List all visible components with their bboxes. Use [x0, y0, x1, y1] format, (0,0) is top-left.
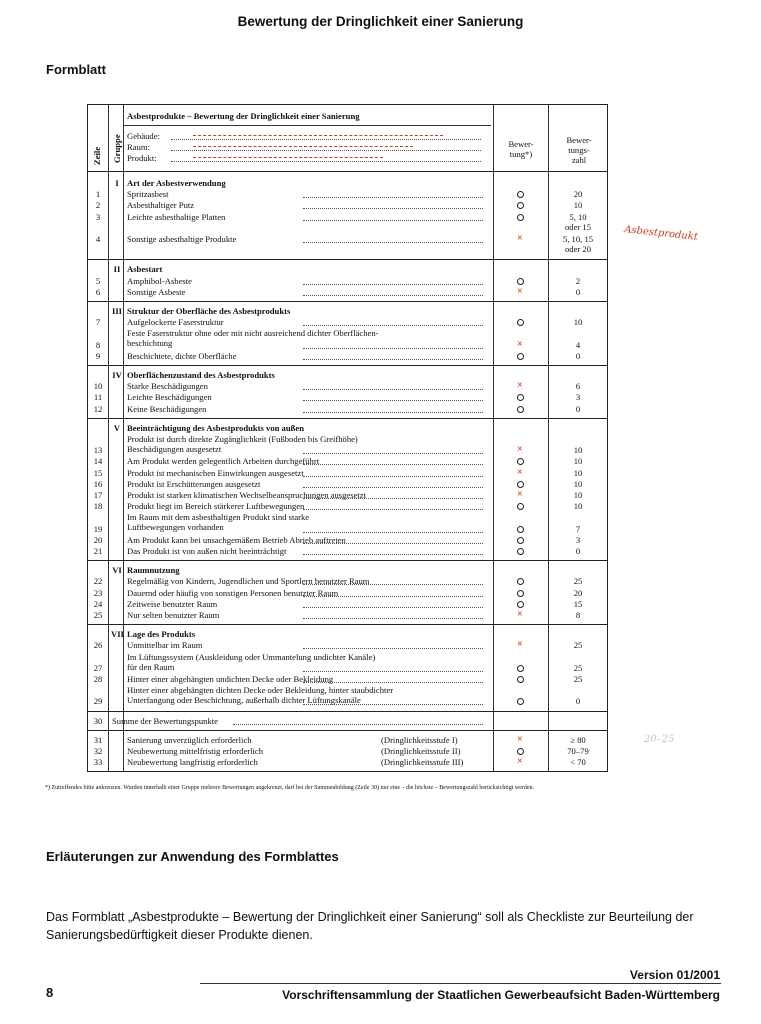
- row-score: 10: [573, 200, 583, 211]
- row-leader: [303, 607, 483, 608]
- row-leader: [303, 197, 483, 198]
- row-criterion: Keine Beschädigungen: [127, 403, 207, 414]
- checked-mark-icon: ×: [517, 489, 523, 500]
- assessment-form-table: [87, 104, 608, 772]
- row-number: 23: [93, 587, 103, 598]
- row-criterion: Im Lüftungssystem (Auskleidung oder Ummantelung undichter Kanäle) für den Raum: [127, 651, 376, 672]
- row-score: 0: [575, 546, 581, 556]
- row-score: 10: [573, 501, 583, 512]
- group-title: Asbestart: [127, 264, 163, 275]
- row-criterion: Produkt ist mechanischen Einwirkungen ausgesetzt: [127, 467, 304, 478]
- row-criterion: Spritzasbest: [127, 189, 169, 200]
- table-column-divider: [548, 105, 549, 771]
- row-criterion: Aufgelockerte Faserstruktur: [127, 317, 224, 328]
- row-number: 19: [93, 523, 103, 534]
- row-score: 5, 10 oder 15: [564, 211, 591, 232]
- row-score: 3: [575, 392, 581, 403]
- column-header-bewertungszahl: Bewer- tungs- zahl: [566, 135, 592, 165]
- row-criterion: Nur selten benutzter Raum: [127, 610, 220, 620]
- row-criterion: Produkt ist Erschütterungen ausgesetzt: [127, 478, 261, 489]
- empty-circle-icon: [517, 676, 524, 683]
- group-divider: [88, 365, 607, 366]
- row-criterion: Beschichtete, dichte Oberfläche: [127, 350, 237, 361]
- row-leader: [303, 476, 483, 477]
- group-divider: [88, 711, 607, 712]
- result-level: (Dringlichkeitsstufe II): [381, 745, 461, 756]
- row-score: 25: [573, 640, 583, 651]
- row-score: 6: [575, 381, 581, 392]
- row-score: 25: [573, 576, 583, 587]
- handwritten-entry: [193, 135, 443, 136]
- sum-row-label: Summe der Bewertungspunkte: [112, 715, 218, 726]
- row-leader: [303, 554, 483, 555]
- handwritten-entry: [193, 146, 413, 147]
- row-number: 18: [93, 501, 103, 512]
- empty-circle-icon: [517, 548, 524, 555]
- row-leader: [303, 464, 483, 465]
- field-leader: [171, 161, 481, 162]
- footer-rule: [200, 983, 721, 984]
- row-number: 13: [93, 445, 103, 456]
- empty-circle-icon: [517, 319, 524, 326]
- row-leader: [303, 648, 483, 649]
- row-leader: [303, 543, 483, 544]
- form-field-label: Gebäude:: [127, 131, 160, 141]
- empty-circle-icon: [517, 458, 524, 465]
- result-label: Neubewertung mittelfristig erforderlich: [127, 745, 264, 756]
- row-leader: [303, 284, 483, 285]
- empty-circle-icon: [517, 665, 524, 672]
- checked-mark-icon: ×: [517, 444, 523, 456]
- row-criterion: Sonstige asbesthaltige Produkte: [127, 234, 237, 244]
- row-number: 7: [95, 317, 101, 328]
- row-number: 4: [95, 234, 101, 244]
- row-number: 21: [93, 546, 103, 556]
- row-number: 17: [93, 490, 103, 500]
- empty-circle-icon: [517, 214, 524, 221]
- row-leader: [303, 208, 483, 209]
- row-score: 10: [573, 445, 583, 456]
- row-criterion: Starke Beschädigungen: [127, 381, 208, 392]
- row-number: 27: [93, 662, 103, 673]
- form-field-label: Raum:: [127, 142, 150, 152]
- checked-mark-icon: ×: [517, 233, 523, 244]
- checked-mark-icon: ×: [517, 639, 523, 651]
- row-criterion: Produkt ist starken klimatischen Wechselbeanspruchungen ausgesetzt: [127, 490, 366, 500]
- row-score: 4: [575, 339, 581, 350]
- row-score: 5, 10, 15 oder 20: [562, 234, 594, 254]
- row-number: 26: [93, 640, 103, 651]
- empty-circle-icon: [517, 481, 524, 488]
- row-criterion: Zeitweise benutzter Raum: [127, 598, 218, 609]
- row-criterion: Sonstige Asbeste: [127, 286, 186, 297]
- row-number: 8: [95, 339, 101, 350]
- form-footnote: *) Zutreffendes bitte ankreuzen. Wurden innerhalb einer Gruppe mehrere Bewertungen angekreuzt, darf bei der Summenbildung (Zeile 30) nur eine – die höchste – Bewertungszahl berücksichtigt werden.: [45, 785, 535, 791]
- page-title: Bewertung der Dringlichkeit einer Sanierung: [237, 14, 524, 29]
- row-criterion: Am Produkt kann bei unsachgemäßem Betrieb Abrieb auftreten: [127, 534, 346, 545]
- table-column-divider: [123, 105, 124, 771]
- empty-circle-icon: [517, 278, 524, 285]
- result-label: Neubewertung langfristig erforderlich: [127, 756, 258, 767]
- group-number: I: [115, 178, 119, 188]
- row-leader: [303, 348, 483, 349]
- row-leader: [303, 242, 483, 243]
- row-leader: [303, 220, 483, 221]
- group-divider: [88, 560, 607, 561]
- row-criterion: Hinter einer abgehängten dichten Decke oder Bekleidung, hinter staubdichter Unterfangung oder Beschichtung, außerhalb dichter Lüftungskanäle: [127, 685, 394, 706]
- publication-title: Vorschriftensammlung der Staatlichen Gewerbeaufsicht Baden-Württemberg: [282, 988, 720, 1002]
- row-leader: [303, 498, 483, 499]
- empty-circle-icon: [517, 537, 524, 544]
- row-score: 15: [573, 598, 583, 609]
- group-number: VII: [111, 629, 124, 640]
- row-leader: [303, 389, 483, 390]
- explanation-text: Das Formblatt „Asbestprodukte – Bewertung der Dringlichkeit einer Sanierung“ soll als Checkliste zur Beurteilung der Sanierungsbedürftigkeit dieser Produkte dienen.: [46, 910, 694, 942]
- row-number: 31: [93, 734, 103, 745]
- row-number: 12: [93, 403, 103, 414]
- checked-mark-icon: ×: [517, 338, 523, 350]
- empty-circle-icon: [517, 601, 524, 608]
- row-leader: [303, 618, 483, 619]
- column-header-zeile: Zeile: [92, 146, 102, 165]
- result-level: (Dringlichkeitsstufe I): [381, 734, 458, 745]
- row-score: 25: [573, 674, 583, 684]
- checked-mark-icon: ×: [517, 380, 523, 392]
- row-score: 10: [573, 456, 583, 467]
- column-header-gruppe: Gruppe: [112, 134, 122, 163]
- group-number: VI: [112, 565, 122, 576]
- row-score: 3: [575, 534, 581, 545]
- row-criterion: Am Produkt werden gelegentlich Arbeiten durchgeführt: [127, 456, 320, 467]
- page-number: 8: [46, 985, 54, 1000]
- group-title: Beeinträchtigung des Asbestprodukts von außen: [127, 422, 305, 433]
- pencil-sum-note: 20–25: [644, 734, 675, 745]
- table-column-divider: [108, 105, 109, 771]
- row-leader: [303, 532, 483, 533]
- group-title: Raumnutzung: [127, 565, 180, 576]
- row-criterion: Produkt ist durch direkte Zugänglichkeit (Fußboden bis Greifhöhe) Beschädigungen ausgesetzt: [127, 434, 358, 454]
- group-number: V: [113, 422, 121, 433]
- row-criterion: Asbesthaltiger Putz: [127, 200, 195, 211]
- row-leader: [303, 682, 483, 683]
- empty-circle-icon: [517, 590, 524, 597]
- empty-circle-icon: [517, 503, 524, 510]
- row-score: 0: [575, 350, 581, 361]
- row-leader: [303, 412, 483, 413]
- row-score: 2: [575, 275, 581, 286]
- row-score: 10: [573, 317, 583, 328]
- empty-circle-icon: [517, 191, 524, 198]
- row-leader: [233, 724, 483, 725]
- row-score: 10: [573, 467, 583, 478]
- row-leader: [303, 704, 483, 705]
- checked-mark-icon: ×: [517, 609, 523, 620]
- version-label: Version 01/2001: [629, 968, 720, 982]
- row-criterion: Amphibol-Asbeste: [127, 275, 192, 286]
- row-criterion: Hinter einer abgehängten undichten Decke oder Bekleidung: [127, 674, 334, 684]
- row-leader: [303, 359, 483, 360]
- group-title: Art der Asbestverwendung: [127, 178, 226, 188]
- empty-circle-icon: [517, 406, 524, 413]
- row-score: 20: [573, 189, 583, 200]
- row-criterion: Leichte Beschädigungen: [127, 392, 212, 403]
- row-number: 1: [95, 189, 101, 200]
- row-number: 22: [93, 576, 103, 587]
- row-number: 6: [95, 286, 101, 297]
- result-score: ≥ 80: [570, 734, 586, 745]
- group-divider: [88, 624, 607, 625]
- row-number: 16: [93, 478, 103, 489]
- header-bottom-rule: [88, 171, 607, 172]
- row-leader: [303, 509, 483, 510]
- row-criterion: Produkt liegt im Bereich stärkerer Luftbewegungen: [127, 501, 305, 512]
- row-criterion: Feste Faserstruktur ohne oder mit nicht ausreichend dichter Oberflächen- beschichtung: [127, 328, 379, 349]
- explanation-heading: Erläuterungen zur Anwendung des Formblattes: [46, 849, 339, 864]
- row-number: 2: [95, 200, 101, 211]
- group-title: Struktur der Oberfläche des Asbestprodukts: [127, 306, 291, 316]
- row-number: 25: [93, 610, 103, 620]
- group-divider: [88, 259, 607, 260]
- row-number: 10: [93, 381, 103, 392]
- row-score: 0: [575, 696, 581, 707]
- row-number: 11: [93, 392, 103, 403]
- row-score: 20: [573, 587, 583, 598]
- row-number: 14: [93, 456, 103, 467]
- row-leader: [303, 453, 483, 454]
- group-divider: [88, 418, 607, 419]
- empty-circle-icon: [517, 202, 524, 209]
- form-title: Asbestprodukte – Bewertung der Dringlichkeit einer Sanierung: [127, 111, 360, 121]
- section-label: Formblatt: [46, 62, 106, 77]
- row-criterion: Unmittelbar im Raum: [127, 640, 203, 651]
- checked-mark-icon: ×: [517, 755, 523, 767]
- row-number: 29: [93, 696, 103, 707]
- row-number: 5: [95, 275, 101, 286]
- empty-circle-icon: [517, 578, 524, 585]
- result-level: (Dringlichkeitsstufe III): [381, 756, 464, 767]
- row-score: 10: [573, 490, 583, 500]
- row-number: 32: [93, 745, 103, 756]
- row-score: 7: [575, 523, 581, 534]
- row-number: 30: [93, 715, 103, 726]
- row-number: 3: [95, 211, 101, 222]
- row-number: 33: [93, 756, 103, 767]
- column-header-bewertung: Bewer- tung*): [508, 139, 534, 159]
- row-number: 9: [95, 350, 101, 361]
- row-score: 0: [575, 286, 581, 297]
- row-leader: [303, 671, 483, 672]
- row-number: 24: [93, 598, 103, 609]
- row-leader: [303, 584, 483, 585]
- checked-mark-icon: ×: [517, 733, 523, 745]
- group-number: IV: [112, 370, 122, 380]
- row-score: 10: [573, 478, 583, 489]
- margin-annotation: Asbestprodukt: [623, 224, 699, 243]
- table-column-divider: [493, 105, 494, 771]
- row-criterion: Dauernd oder häufig von sonstigen Personen benutzter Raum: [127, 587, 339, 598]
- row-number: 28: [93, 674, 103, 684]
- group-title: Lage des Produkts: [127, 629, 196, 640]
- handwritten-entry: [193, 157, 383, 158]
- group-title: Oberflächenzustand des Asbestprodukts: [127, 370, 275, 380]
- row-leader: [303, 325, 483, 326]
- row-score: 25: [573, 662, 583, 673]
- row-number: 20: [93, 534, 103, 545]
- field-leader: [171, 139, 481, 140]
- empty-circle-icon: [517, 748, 524, 755]
- row-criterion: Im Raum mit dem asbesthaltigen Produkt sind starke Luftbewegungen vorhanden: [127, 512, 310, 533]
- row-criterion: Das Produkt ist von außen nicht beeinträchtigt: [127, 546, 287, 556]
- empty-circle-icon: [517, 526, 524, 533]
- form-field-label: Produkt:: [127, 153, 157, 163]
- row-leader: [303, 295, 483, 296]
- sum-divider: [88, 730, 607, 731]
- checked-mark-icon: ×: [517, 285, 523, 297]
- row-criterion: Leichte asbesthaltige Platten: [127, 211, 226, 222]
- row-leader: [303, 400, 483, 401]
- row-score: 0: [575, 403, 581, 414]
- empty-circle-icon: [517, 353, 524, 360]
- header-title-divider: [123, 125, 491, 126]
- group-number: II: [113, 264, 121, 275]
- row-criterion: Regelmäßig von Kindern, Jugendlichen und Sportlern benutzter Raum: [127, 576, 370, 587]
- empty-circle-icon: [517, 698, 524, 705]
- empty-circle-icon: [517, 394, 524, 401]
- result-label: Sanierung unverzüglich erforderlich: [127, 734, 252, 745]
- result-score: < 70: [570, 756, 586, 767]
- field-leader: [171, 150, 481, 151]
- group-divider: [88, 301, 607, 302]
- group-number: III: [111, 306, 123, 316]
- row-score: 8: [575, 610, 581, 620]
- result-score: 70–79: [567, 745, 589, 756]
- row-leader: [303, 596, 483, 597]
- row-number: 15: [93, 467, 103, 478]
- checked-mark-icon: ×: [517, 466, 523, 478]
- row-leader: [303, 487, 483, 488]
